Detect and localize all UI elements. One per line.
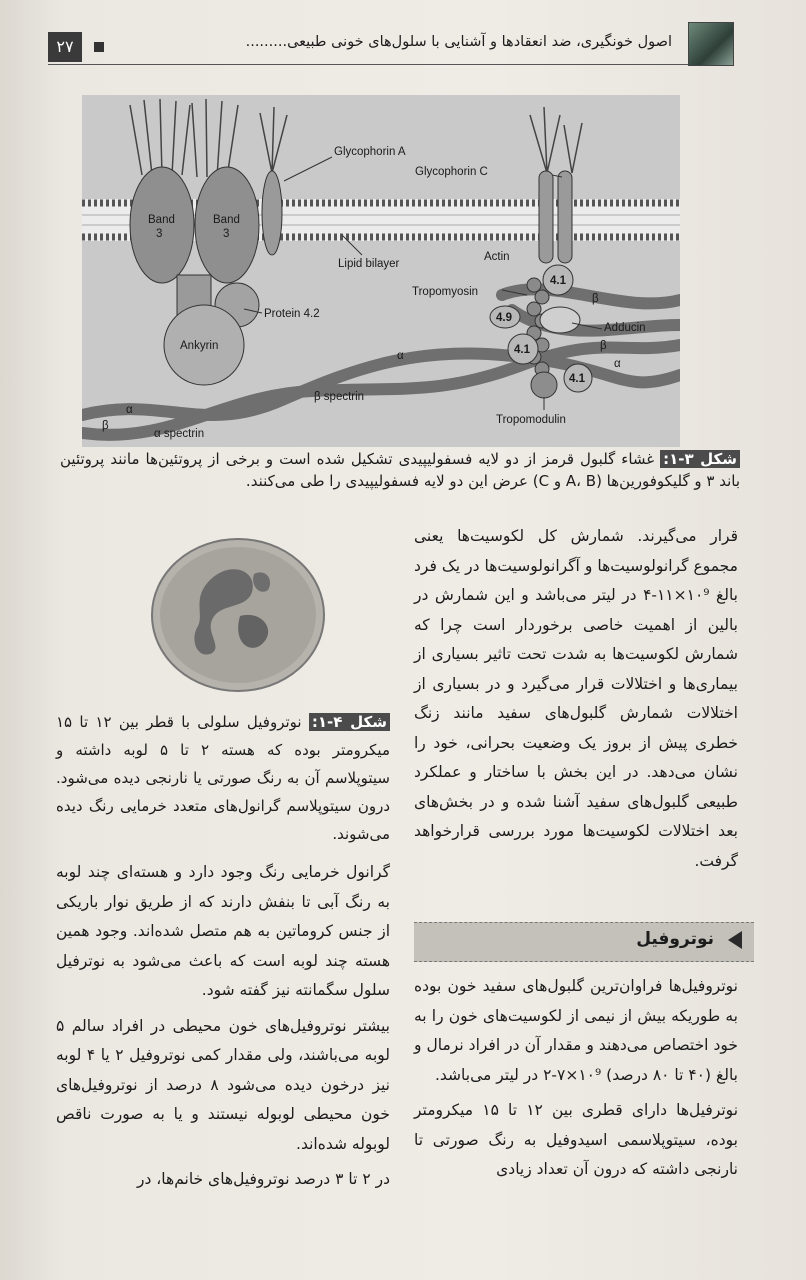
band3-left-label-2: 3 xyxy=(156,228,163,240)
figure1-caption-text: غشاء گلبول قرمز از دو لایه فسفولیپیدی تشکیل شده است و برخی از پروتئین‌ها مانند پروتئین باند ۳ و گلیکوفورین‌ها (A، B و C) عرض این دو لایه فسفولیپیدی را طی می‌کنند. xyxy=(60,450,740,490)
header-corner-image xyxy=(688,22,734,66)
left-paragraph-2: بیشتر نوتروفیل‌های خون محیطی در افراد سالم ۵ لوبه می‌باشند، ولی مقدار کمی نوتروفیل ۲ یا ۴ لوبه نیز درخون دیده می‌شود ۸ درصد از نوتروفیل‌های خون محیطی لوبوله نیستند و یا به صورت ناقص لوبوله شده‌اند. xyxy=(56,1016,391,1153)
left-column xyxy=(56,858,390,1201)
neutrophil-micrograph xyxy=(140,530,336,700)
glycophorin-a-label: Glycophorin A xyxy=(334,146,406,158)
right-paragraph-2: نوتروفیل‌ها فراوان‌ترین گلبول‌های سفید خون بوده به طوریکه بیش از نیمی از لکوسیت‌های خون را به خود اختصاص می‌دهند و مقدار آن در افراد نرمال و بالغ (۴۰ تا ۸۰ درصد) ۱۰⁹×۷-۲ در لیتر می‌باشد. xyxy=(414,977,738,1084)
rbc-membrane-figure xyxy=(82,95,680,447)
figure1-caption xyxy=(60,448,740,492)
alpha-label-2: α xyxy=(126,404,133,416)
protein42-label: Protein 4.2 xyxy=(264,308,320,320)
triangle-arrow-icon xyxy=(728,931,742,949)
section-heading: نوتروفیل xyxy=(636,929,714,949)
ankyrin-label: Ankyrin xyxy=(180,340,219,352)
actin-label: Actin xyxy=(484,251,510,263)
band3-right-label-1: Band xyxy=(213,214,240,226)
running-title: اصول خونگیری، ضد انعقادها و آشنایی با سلول‌های خونی طبیعی......... xyxy=(245,34,672,50)
beta-label-1: β xyxy=(102,420,109,432)
left-paragraph-1: گرانول خرمایی رنگ وجود دارد و هسته‌ای چند لوبه به رنگ آبی تا بنفش دارند که از طریق نوار باریکی از جنس کروماتین به هم متصل شده‌اند. وجود همین هسته چند لوبه است که باعث می‌شود به نوترفیل سلول سگمانته نیز گفته شود. xyxy=(56,863,390,999)
tropomodulin-shape xyxy=(531,372,557,398)
glycophorin-c-shape-2 xyxy=(558,171,572,263)
header-square-marker xyxy=(94,42,104,52)
figure2-caption-label: شکل ۴-۱: xyxy=(309,713,390,731)
right-paragraph-1: قرار می‌گیرند. شمارش کل لکوسیت‌ها یعنی مجموع گرانولوسیت‌ها و آگرانولوسیت‌ها در یک فرد بالغ ۱۰⁹×۱۱-۴ در لیتر می‌باشد و این شمارش در بالین از اهمیت خاصی برخوردار است چرا که شمارش لکوسیت‌ها به شدت تحت تاثیر بسیاری از بیماری‌ها و اختلالات قرار می‌گیرد و در بسیاری از اختلالات شمارش گلبول‌های سفید مانند زنگ خطری پیش از بروز یک وضعیت بحرانی، خود را نشان می‌دهد. در این بخش با ساختار و عملکرد طبیعی گلبول‌های سفید آشنا شده و در بخش‌های بعد اختلالات لکوسیت‌ها مورد بررسی قرارخواهد گرفت. xyxy=(414,527,738,870)
glycophorin-a-shape xyxy=(262,171,282,255)
alpha-label-3: α xyxy=(614,358,621,370)
beta-label-3: β xyxy=(600,340,607,352)
page-number: ۲۷ xyxy=(48,32,82,62)
tropomyosin-label: Tropomyosin xyxy=(412,286,479,298)
protein49-label: 4.9 xyxy=(496,312,512,324)
right-column-bottom xyxy=(414,972,738,1191)
lipid-bilayer-label: Lipid bilayer xyxy=(338,258,400,270)
right-column-top xyxy=(414,522,738,882)
protein41-top-label: 4.1 xyxy=(550,275,566,287)
glycophorin-c-label: Glycophorin C xyxy=(415,166,488,178)
figure1-caption-label: شکل ۳-۱: xyxy=(660,450,740,468)
adducin-label: Adducin xyxy=(604,322,646,334)
band3-left-label-1: Band xyxy=(148,214,175,226)
tropomodulin-label: Tropomodulin xyxy=(496,414,566,426)
right-paragraph-3: نوترفیل‌ها دارای قطری بین ۱۲ تا ۱۵ میکرومتر بوده، سیتوپلاسمی اسیدوفیل به رنگ صورتی تا نارنجی داشته که درون آن تعداد زیادی xyxy=(414,1101,739,1178)
protein41-mid-label: 4.1 xyxy=(514,344,530,356)
left-paragraph-3: در ۲ تا ۳ درصد نوتروفیل‌های خانم‌ها، در xyxy=(136,1170,390,1188)
header-rule xyxy=(48,64,688,65)
figure2-caption xyxy=(56,708,390,848)
running-header xyxy=(48,20,734,68)
figure2-caption-text: نوتروفیل سلولی با قطر بین ۱۲ تا ۱۵ میکرومتر بوده که هسته ۲ تا ۵ لوبه داشته و سیتوپلاسم آن به رنگ صورتی یا نارنجی دیده می‌شود. درون سیتوپلاسم گرانول‌های متعدد خرمایی رنگ دیده می‌شوند. xyxy=(56,713,390,843)
section-heading-bar xyxy=(414,922,754,962)
protein41-low-label: 4.1 xyxy=(569,373,585,385)
beta-spectrin-label: β spectrin xyxy=(314,391,365,403)
glycophorin-c-shape-1 xyxy=(539,171,553,263)
adducin-shape xyxy=(540,307,580,333)
band3-right-label-2: 3 xyxy=(223,228,230,240)
alpha-label-1: α xyxy=(397,350,404,362)
alpha-spectrin-label: α spectrin xyxy=(154,428,205,440)
beta-label-2: β xyxy=(592,293,599,305)
